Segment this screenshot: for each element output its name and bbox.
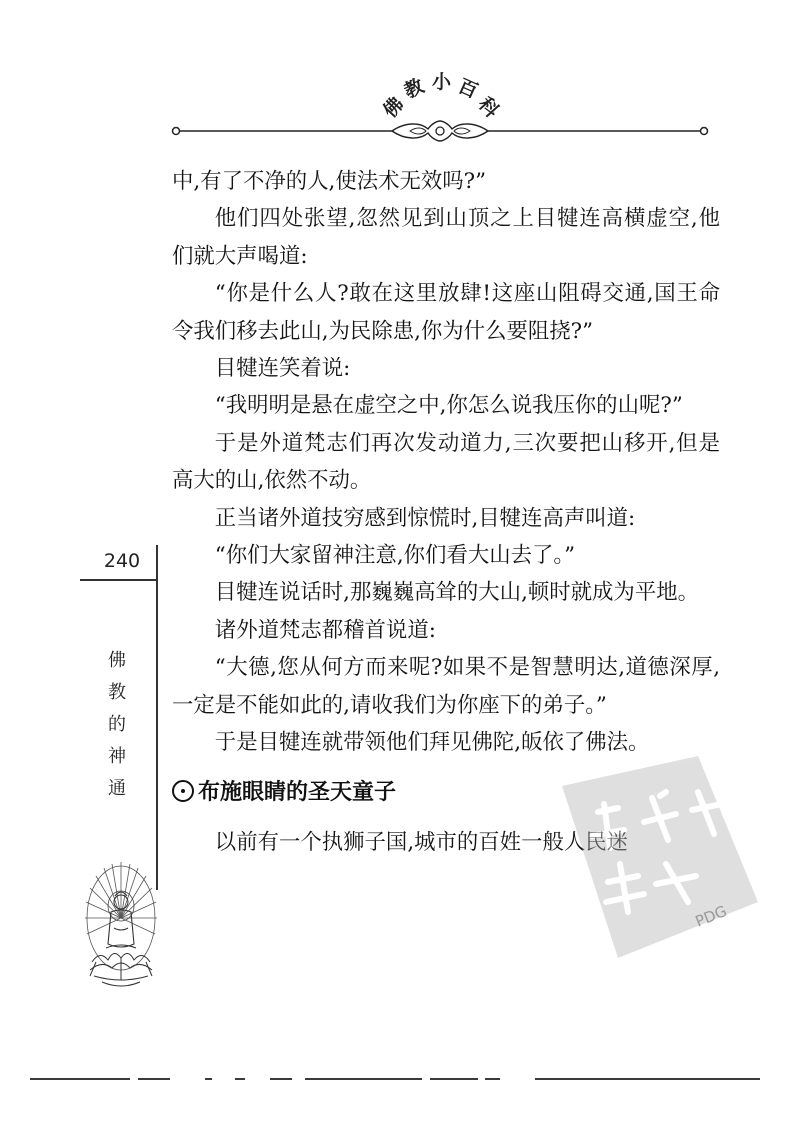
body-text [172, 163, 720, 861]
paragraph: 正当诸外道技穷感到惊慌时,目犍连高声叫道: [214, 505, 636, 531]
chapter-title-char: 教 [108, 682, 126, 703]
paragraph: 他们四处张望,忽然见到山顶之上目犍连高横虚空,他们就大声喝道: [172, 206, 720, 269]
paragraph: “你是什么人?敢在这里放肆!这座山阻碍交通,国王命令我们移去此山,为民除患,你为什么要阻挠?” [172, 281, 720, 344]
series-title-char: 百 [454, 74, 482, 103]
chapter-title-char: 通 [108, 778, 126, 799]
paragraph: 目犍连说话时,那巍巍高耸的大山,顿时就成为平地。 [214, 580, 699, 606]
page-number: 240 [103, 550, 141, 572]
paragraph: 目犍连笑着说: [214, 356, 351, 382]
margin-rule [80, 579, 157, 581]
paragraph: 于是目犍连就带领他们拜见佛陀,皈依了佛法。 [214, 730, 650, 756]
paragraph: 于是外道梵志们再次发动道力,三次要把山移开,但是高大的山,依然不动。 [172, 430, 720, 494]
paragraph: “我明明是悬在虚空之中,你怎么说我压你的山呢?” [214, 393, 683, 419]
footer-rule [30, 1075, 760, 1083]
watermark-label: PDG [692, 901, 730, 931]
paragraph: 诸外道梵志都稽首说道: [214, 617, 436, 643]
chapter-title-char: 的 [108, 714, 126, 735]
series-title-char: 教 [400, 74, 428, 103]
circled-dot-icon [172, 780, 194, 802]
header-ornament-rule [170, 120, 710, 142]
series-title-char: 小 [432, 71, 452, 93]
section-heading-text: 布施眼睛的圣天童子 [198, 779, 397, 805]
paragraph: “大德,您从何方而来呢?如果不是智慧明达,道德深厚,一定是不能如此的,请收我们为你座下的弟子。” [172, 655, 720, 718]
paragraph: 以前有一个执狮子国,城市的百姓一般人民迷 [214, 829, 629, 855]
chapter-title-char: 神 [108, 746, 126, 767]
buddha-illustration [82, 858, 160, 998]
page-header [0, 0, 793, 150]
chapter-title [104, 645, 130, 805]
paragraph: 中,有了不净的人,使法术无效吗?” [172, 169, 487, 194]
chapter-title-char: 佛 [108, 650, 126, 671]
series-title-char: 科 [473, 93, 503, 122]
series-title-char: 佛 [379, 93, 409, 122]
margin-vertical-rule [156, 545, 158, 890]
paragraph: “你们大家留神注意,你们看大山去了。” [214, 543, 576, 569]
section-heading [172, 762, 720, 824]
